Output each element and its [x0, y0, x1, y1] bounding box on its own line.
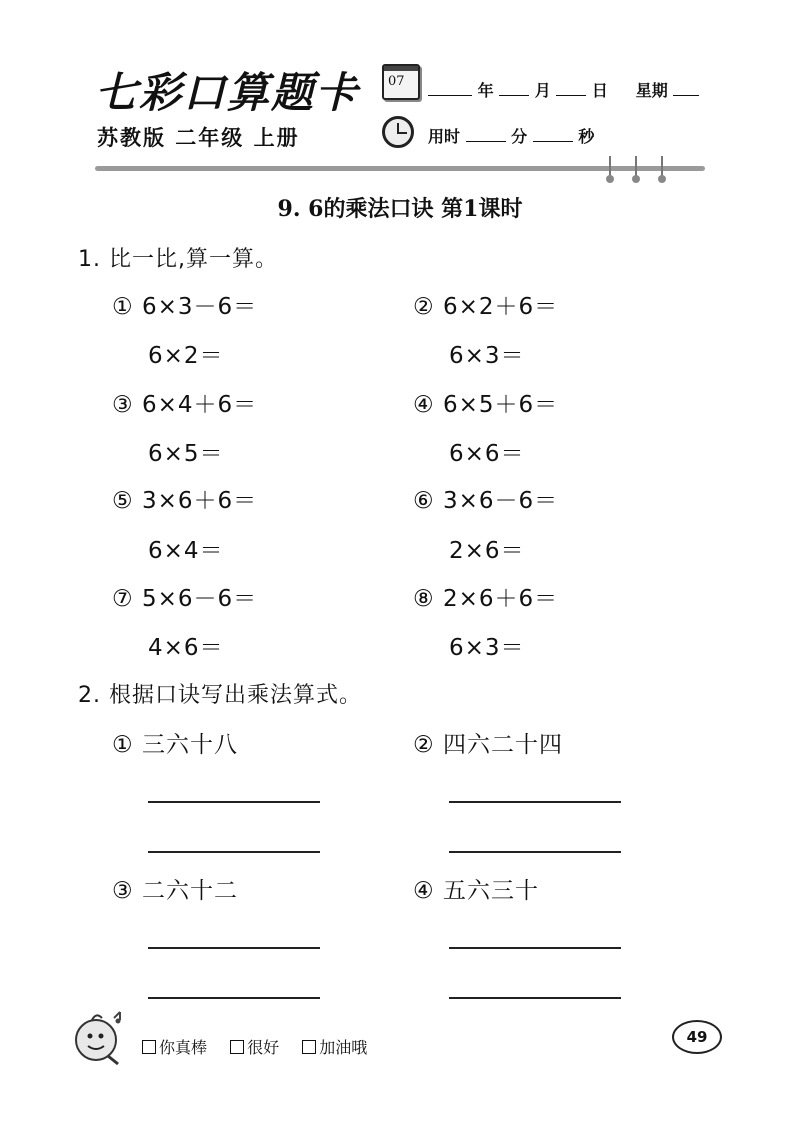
expression: 3×6＋6＝: [141, 488, 258, 514]
time-fields: [428, 124, 594, 147]
problem-3: [112, 386, 257, 419]
expression: 5×6－6＝: [141, 586, 258, 612]
answer-line[interactable]: [449, 801, 621, 803]
day-label: 日: [591, 81, 608, 100]
lesson-title: 9. 6的乘法口诀 第1课时: [277, 196, 523, 222]
edition-subtitle: 苏教版 二年级 上册: [97, 126, 300, 150]
calendar-number: 07: [388, 74, 405, 89]
binding-knot-icon: [658, 156, 666, 182]
seconds-label: 秒: [578, 127, 595, 146]
rhyme-item-3: [112, 872, 238, 905]
expression: 4×6＝: [148, 635, 224, 661]
problem-number: ⑦: [112, 586, 134, 612]
expression: 6×5＝: [148, 441, 224, 467]
date-fields: [428, 78, 699, 101]
item-number: ④: [413, 878, 435, 904]
rating-option-good[interactable]: 很好: [230, 1038, 279, 1057]
expression: 6×3－6＝: [141, 294, 258, 320]
weekday-blank[interactable]: [673, 81, 699, 96]
answer-line[interactable]: [449, 947, 621, 949]
rhyme-item-2: [413, 726, 563, 759]
month-blank[interactable]: [499, 81, 529, 96]
self-rating: [142, 1035, 385, 1058]
section-1-title: 1. 比一比,算一算。: [78, 247, 278, 272]
mascot-icon: [68, 1006, 130, 1068]
answer-line[interactable]: [449, 851, 621, 853]
expression: 6×3＝: [449, 635, 525, 661]
problem-number: ⑥: [413, 488, 435, 514]
expression: 2×6＝: [449, 538, 525, 564]
weekday-label: 星期: [635, 81, 668, 100]
problem-number: ①: [112, 294, 134, 320]
expression: 3×6－6＝: [442, 488, 559, 514]
problem-8: [413, 580, 558, 613]
minutes-blank[interactable]: [466, 127, 506, 142]
checkbox-icon: [302, 1040, 316, 1054]
answer-line[interactable]: [449, 997, 621, 999]
section-2-title: 2. 根据口诀写出乘法算式。: [78, 683, 362, 708]
minutes-label: 分: [511, 127, 528, 146]
answer-line[interactable]: [148, 801, 320, 803]
checkbox-icon: [230, 1040, 244, 1054]
problem-5: [112, 482, 257, 515]
clock-icon: [382, 116, 414, 148]
problem-7: [112, 580, 257, 613]
problem-6: [413, 482, 558, 515]
item-number: ②: [413, 732, 435, 758]
problem-number: ⑧: [413, 586, 435, 612]
problem-number: ④: [413, 392, 435, 418]
expression: 6×3＝: [449, 343, 525, 369]
expression: 6×4＝: [148, 538, 224, 564]
problem-2: [413, 288, 558, 321]
rhyme-item-4: [413, 872, 539, 905]
seconds-blank[interactable]: [533, 127, 573, 142]
problem-number: ③: [112, 392, 134, 418]
checkbox-icon: [142, 1040, 156, 1054]
answer-line[interactable]: [148, 851, 320, 853]
expression: 6×4＋6＝: [141, 392, 258, 418]
month-label: 月: [534, 81, 551, 100]
answer-line[interactable]: [148, 997, 320, 999]
expression: 6×5＋6＝: [442, 392, 559, 418]
day-blank[interactable]: [556, 81, 586, 96]
problem-1: [112, 288, 257, 321]
rhyme-text: 四六二十四: [442, 732, 563, 758]
problem-number: ⑤: [112, 488, 134, 514]
problem-number: ②: [413, 294, 435, 320]
year-blank[interactable]: [428, 81, 472, 96]
calendar-icon: [382, 64, 420, 100]
item-number: ①: [112, 732, 134, 758]
binding-knot-icon: [632, 156, 640, 182]
rhyme-item-1: [112, 726, 238, 759]
problem-4: [413, 386, 558, 419]
rhyme-text: 三六十八: [141, 732, 238, 758]
answer-line[interactable]: [148, 947, 320, 949]
rhyme-text: 五六三十: [442, 878, 539, 904]
rhyme-text: 二六十二: [141, 878, 238, 904]
rating-option-great[interactable]: 你真棒: [142, 1038, 207, 1057]
year-label: 年: [477, 81, 494, 100]
expression: 6×6＝: [449, 441, 525, 467]
expression: 6×2＝: [148, 343, 224, 369]
page-number: 49: [672, 1020, 722, 1054]
rating-option-keep-going[interactable]: 加油哦: [302, 1038, 367, 1057]
brand-title: 七彩口算题卡: [95, 68, 360, 117]
item-number: ③: [112, 878, 134, 904]
expression: 2×6＋6＝: [442, 586, 559, 612]
time-used-label: 用时: [428, 127, 461, 146]
expression: 6×2＋6＝: [442, 294, 559, 320]
binding-knot-icon: [606, 156, 614, 182]
